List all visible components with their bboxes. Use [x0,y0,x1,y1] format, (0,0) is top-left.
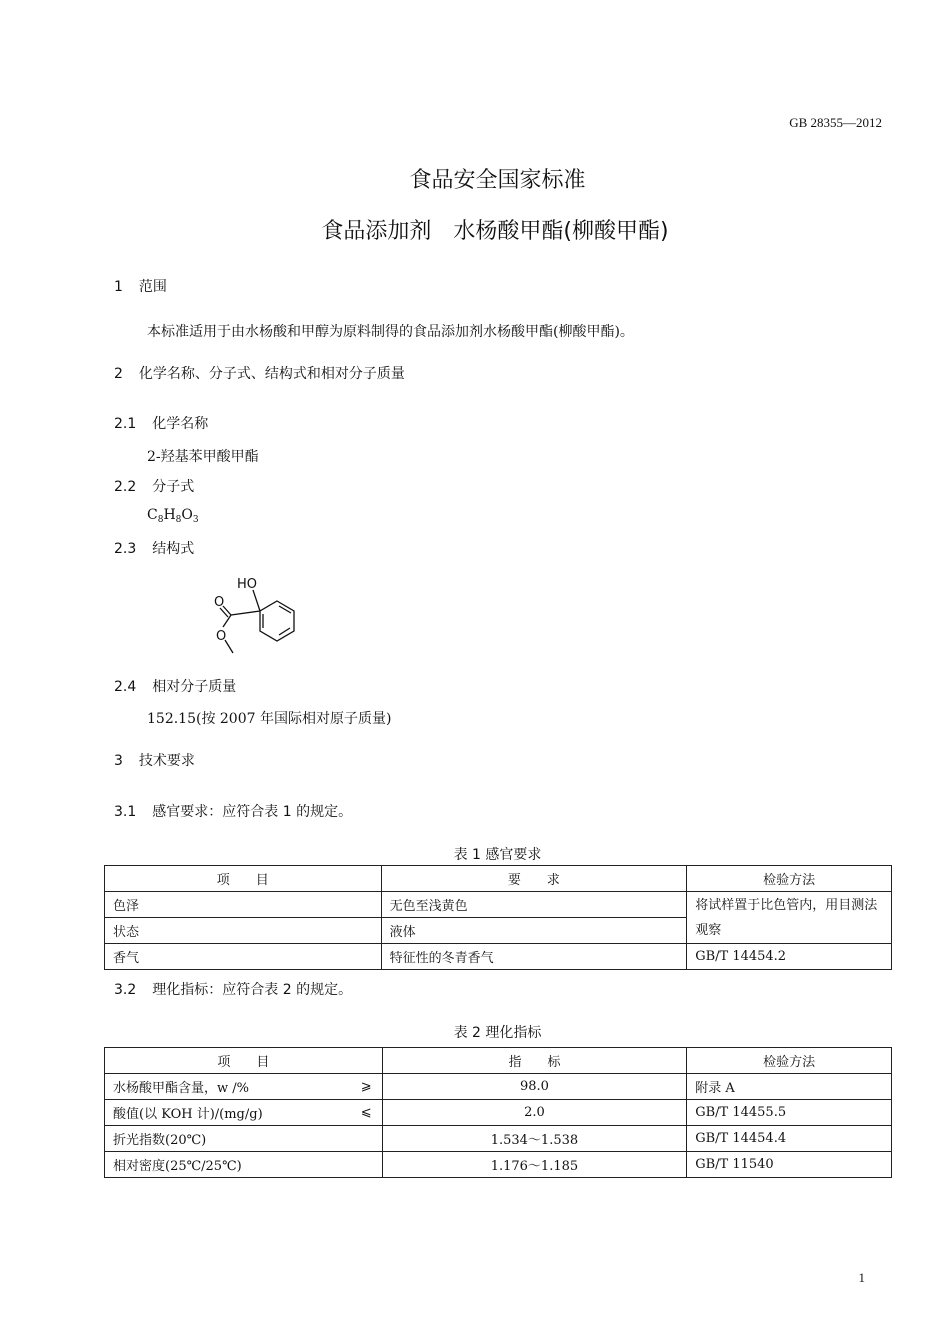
section-title: 技术要求 [138,753,195,769]
value-cell: 98.0 [382,1074,687,1100]
item-cell: 色泽 [105,892,382,918]
item-cell: 香气 [105,944,382,970]
column-header: 项 目 [105,1048,383,1074]
molecular-formula: $C_8H_8O_3$ [147,507,199,525]
section-title: 感官要求：应符合表 1 的规定。 [152,804,353,820]
method-cell: GB/T 14454.4 [687,1126,892,1152]
value-cell: 1.176～1.185 [382,1152,687,1178]
method-cell: GB/T 14454.2 [687,944,892,970]
section-number: 3.2 [114,982,137,998]
section-3-2-heading [114,979,352,999]
column-header: 检验方法 [687,866,892,892]
item-cell: 相对密度(25℃/25℃) [105,1152,383,1178]
section-number: 3 [114,753,123,769]
hydroxyl-label: HO [237,577,258,592]
section-3-heading [114,750,195,770]
document-title: 食品安全国家标准 [409,168,586,193]
section-number: 1 [114,279,123,295]
requirement-cell: 特征性的冬青香气 [381,944,687,970]
standard-number: GB 28355—2012 [789,115,882,130]
section-number: 2 [114,366,123,382]
item-cell: 折光指数(20℃) [105,1126,383,1152]
value-cell: 2.0 [382,1100,687,1126]
table-header-row [105,866,892,892]
section-2-heading [114,363,405,383]
comparison-symbol: ⩽ [360,1105,372,1120]
method-cell-merged: 将试样置于比色管内，用目测法观察 [687,892,892,944]
section-number: 2.2 [114,479,137,495]
structural-formula [205,570,305,660]
table-row [105,1152,892,1178]
column-header: 要 求 [381,866,687,892]
section-title: 范围 [138,279,167,295]
value-cell: 1.534～1.538 [382,1126,687,1152]
document-subtitle: 食品添加剂 水杨酸甲酯(柳酸甲酯) [321,219,669,244]
method-cell: GB/T 14455.5 [687,1100,892,1126]
item-cell: 状态 [105,918,382,944]
table-1-caption: 表 1 感官要求 [453,847,542,863]
section-2-4-heading [114,676,236,696]
table-row [105,892,892,918]
table-2-caption: 表 2 理化指标 [453,1025,542,1041]
section-2-2-heading [114,476,194,496]
section-2-3-heading [114,538,194,558]
section-title: 化学名称、分子式、结构式和相对分子质量 [138,366,405,382]
section-title: 化学名称 [152,416,209,432]
page-number: 1 [858,1270,865,1285]
requirement-cell: 液体 [381,918,687,944]
section-3-1-heading [114,801,352,821]
method-cell: 附录 A [687,1074,892,1100]
section-1-heading [114,276,167,296]
section-number: 3.1 [114,804,137,820]
molecular-mass: 152.15(按 2007 年国际相对原子质量) [147,711,392,727]
section-number: 2.3 [114,541,137,557]
section-number: 2.1 [114,416,137,432]
item-cell: 酸值(以 KOH 计)/(mg/g) ⩽ [105,1100,383,1126]
section-title: 理化指标：应符合表 2 的规定。 [152,982,353,998]
carbonyl-oxygen-label: O [214,595,225,610]
section-title: 结构式 [152,541,195,557]
chemical-name: 2-羟基苯甲酸甲酯 [147,449,259,465]
column-header: 检验方法 [687,1048,892,1074]
section-1-body: 本标准适用于由水杨酸和甲醇为原料制得的食品添加剂水杨酸甲酯(柳酸甲酯)。 [147,324,634,340]
method-cell: GB/T 11540 [687,1152,892,1178]
table-row [105,1100,892,1126]
table-1 [104,865,892,970]
requirement-cell: 无色至浅黄色 [381,892,687,918]
section-2-1-heading [114,413,208,433]
table-header-row [105,1048,892,1074]
table-2 [104,1047,892,1178]
ester-oxygen-label: O [216,629,227,644]
table-row [105,1074,892,1100]
column-header: 项 目 [105,866,382,892]
section-title: 分子式 [152,479,195,495]
section-number: 2.4 [114,679,137,695]
item-cell: 水杨酸甲酯含量，w /% ⩾ [105,1074,383,1100]
table-row [105,1126,892,1152]
table-row [105,944,892,970]
column-header: 指 标 [382,1048,687,1074]
comparison-symbol: ⩾ [360,1079,372,1094]
section-title: 相对分子质量 [152,679,237,695]
